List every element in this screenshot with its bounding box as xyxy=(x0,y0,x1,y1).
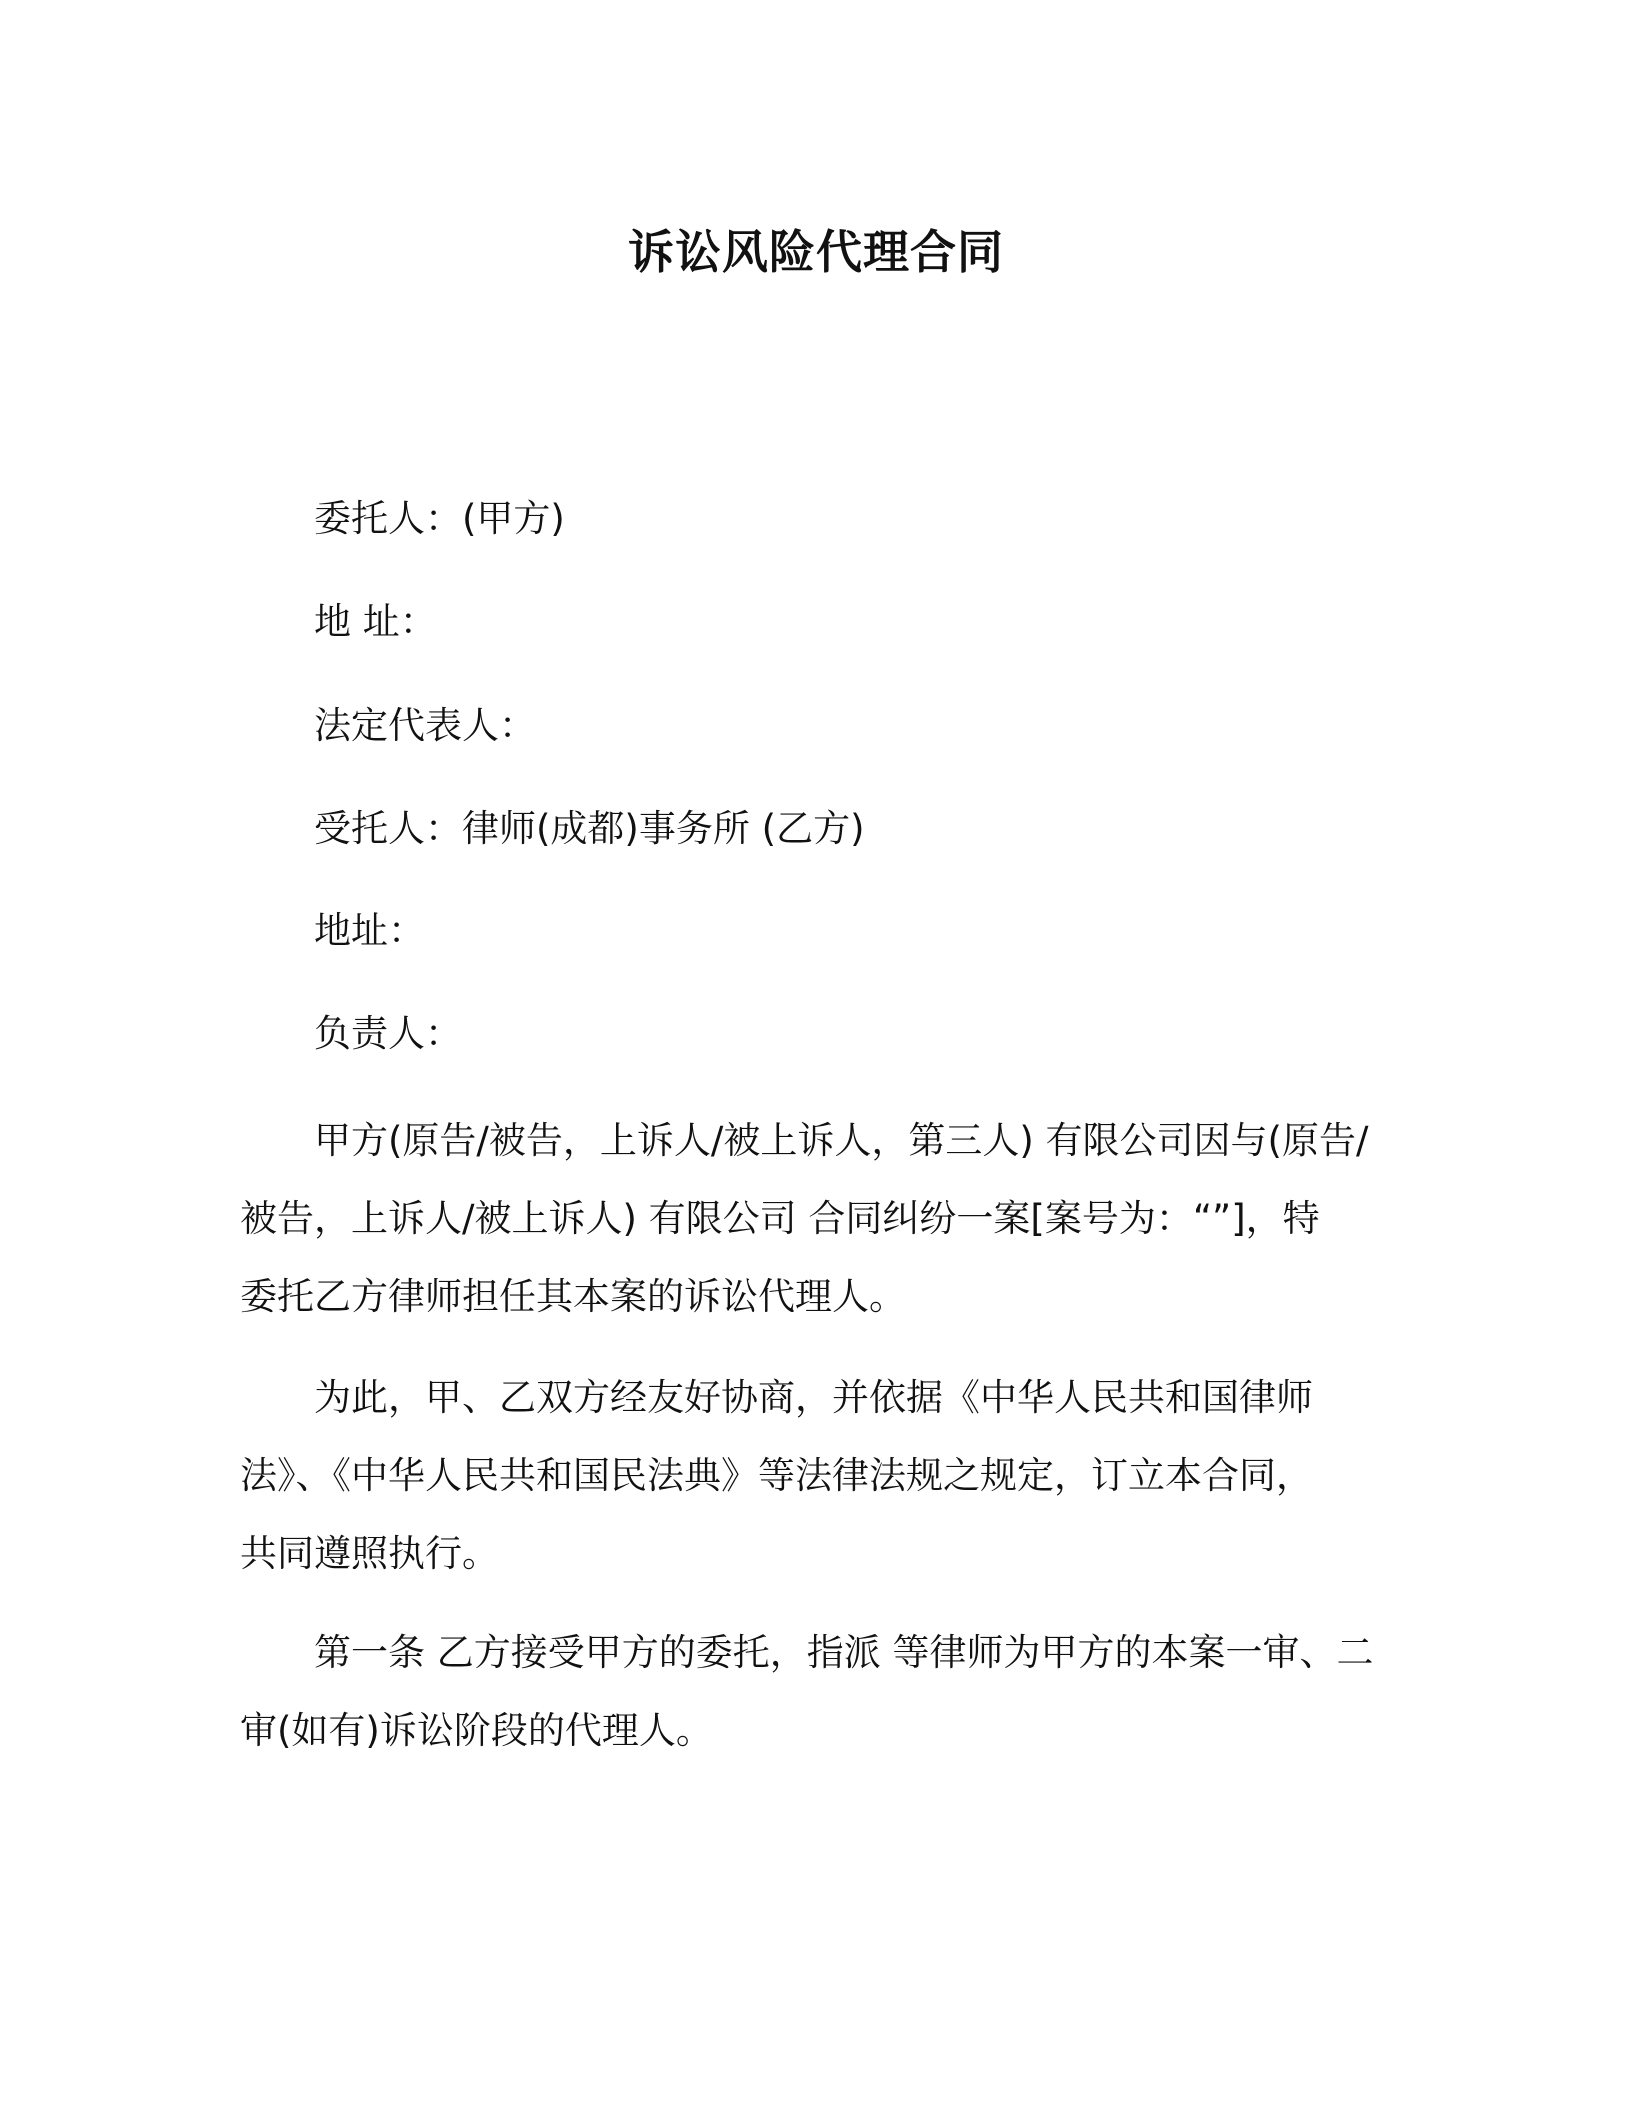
agent-field: 受托人：律师(成都)事务所 (乙方) xyxy=(314,807,865,850)
person-in-charge-field: 负责人： xyxy=(314,1012,462,1055)
document-title: 诉讼风险代理合同 xyxy=(628,225,1004,279)
article-1-paragraph-line: 第一条 乙方接受甲方的委托，指派 等律师为甲方的本案一审、二 xyxy=(314,1631,1374,1674)
case-paragraph xyxy=(240,1102,1380,1336)
case-paragraph-line: 甲方(原告/被告，上诉人/被上诉人，第三人) 有限公司因与(原告/ xyxy=(314,1119,1369,1162)
legal-representative-field: 法定代表人： xyxy=(314,704,536,747)
case-paragraph-line: 被告，上诉人/被上诉人) 有限公司 合同纠纷一案[案号为：“”]，特 xyxy=(240,1197,1320,1240)
article-1-paragraph xyxy=(240,1614,1380,1770)
basis-paragraph-line: 为此，甲、乙双方经友好协商，并依据《中华人民共和国律师 xyxy=(314,1376,1313,1419)
case-paragraph-line: 委托乙方律师担任其本案的诉讼代理人。 xyxy=(240,1275,906,1318)
basis-paragraph-line: 共同遵照执行。 xyxy=(240,1532,499,1575)
agent-address-field: 地址： xyxy=(314,909,425,952)
basis-paragraph-line: 法》、《中华人民共和国民法典》等法律法规之规定，订立本合同， xyxy=(240,1454,1313,1497)
client-address-field: 地 址： xyxy=(314,600,437,643)
client-field: 委托人：(甲方) xyxy=(314,497,565,540)
article-1-paragraph-line: 审(如有)诉讼阶段的代理人。 xyxy=(240,1709,713,1752)
basis-paragraph xyxy=(240,1359,1380,1593)
